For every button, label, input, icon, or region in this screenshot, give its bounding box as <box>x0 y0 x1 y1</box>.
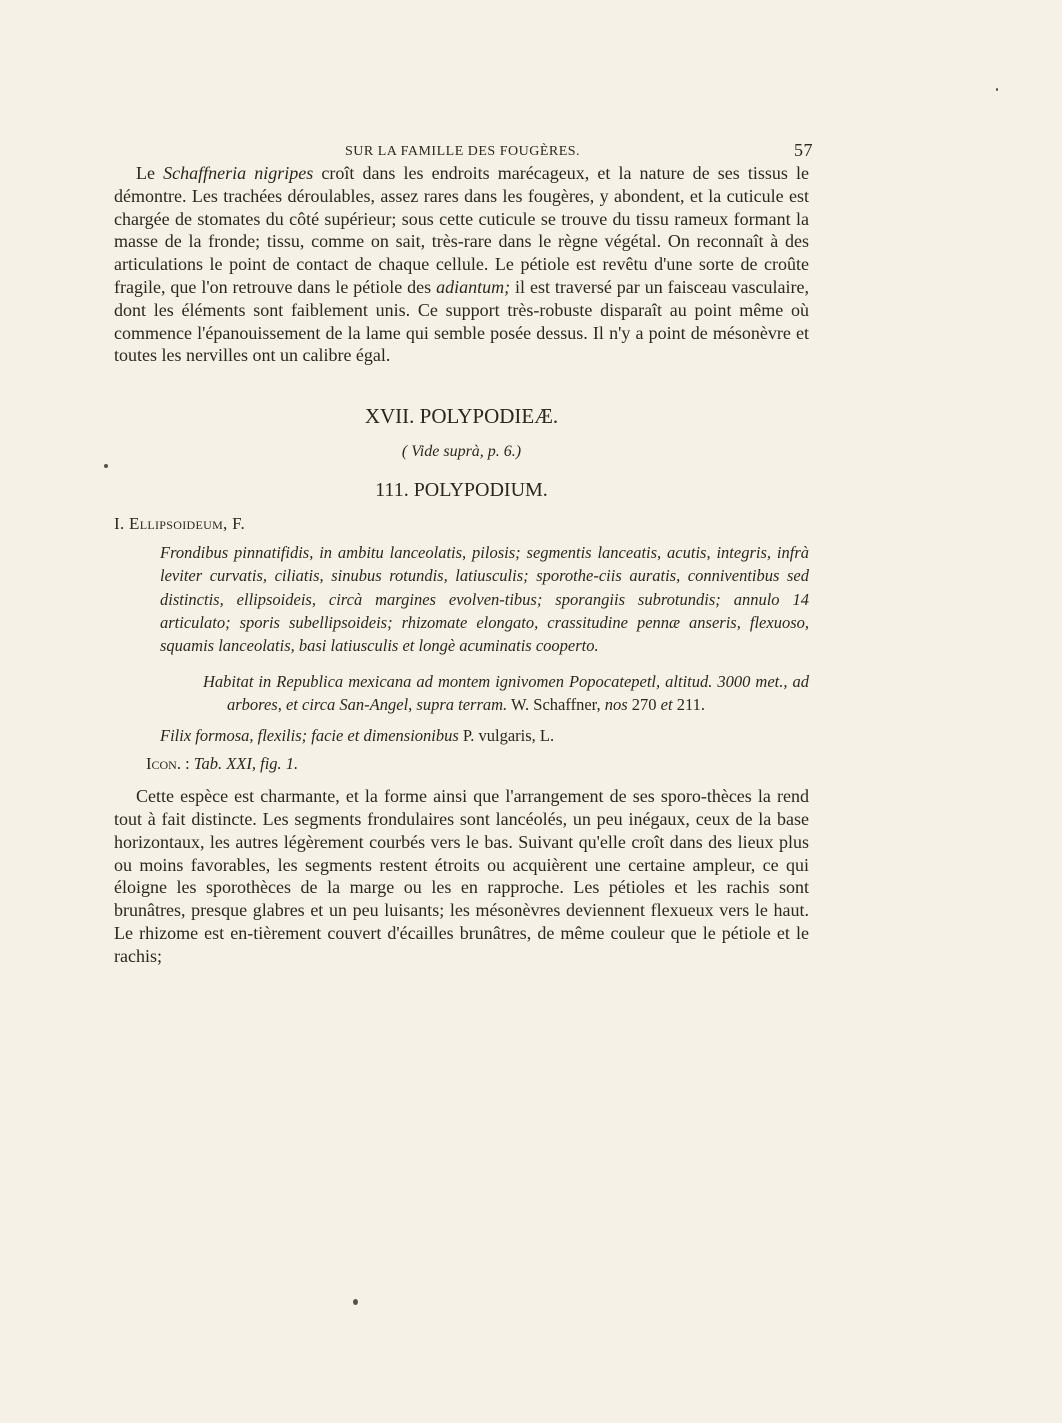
habitat-collector: W. Schaffner, <box>507 695 601 715</box>
remark-italic: Filix formosa, flexilis; facie et dimensionibus <box>160 726 459 746</box>
icon-reference <box>114 754 809 774</box>
cross-reference: ( Vide suprà, p. 6.) <box>401 443 522 461</box>
habitat-number-2: 211. <box>672 695 705 715</box>
remark-line <box>114 724 809 747</box>
intro-paragraph <box>114 162 809 367</box>
page-speck <box>996 88 998 91</box>
intro-text-3: il est traversé par un faisceau vasculaire, dont les éléments sont faiblement unis. Ce support très-robuste disparaît au point même où commence l'épanouissement de la lame qui semble posée dessus. Il n'y a point de mésonèvre et toutes les nervilles ont un calibre égal. <box>114 276 810 366</box>
species-heading: I. Ellipsoideum, F. <box>114 514 246 534</box>
page-speck <box>353 1299 358 1305</box>
page-speck <box>104 464 108 468</box>
icon-label: Icon. : <box>146 754 190 774</box>
habitat-text: Habitat in Republica mexicana ad montem ignivomen Popocatepetl, altitud. 3000 met., ad arbores, et circa San-Angel, supra terram. <box>203 672 809 715</box>
latin-diagnosis: Frondibus pinnatifidis, in ambitu lanceolatis, pilosis; segmentis lanceatis, acutis, integris, infrà leviter curvatis, ciliatis, sinubus rotundis, latiusculis; sporothe-ciis auratis, conniventibus sed distinctis, ellipsoideis, circà margines evolven-tibus; sporangiis subrotundis; annulo 14 articulato; sporis subellipsoideis; rhizomate elongato, crassitudine pennæ anseris, flexuoso, squamis lanceolatis, basi latiusculis et longè acuminatis cooperto. <box>160 543 809 655</box>
habitat-number-1: 270 <box>627 695 657 715</box>
genus-heading: 111. POLYPODIUM. <box>375 479 548 502</box>
running-head <box>114 140 813 162</box>
running-title: SUR LA FAMILLE DES FOUGÈRES. <box>345 144 581 159</box>
intro-text-1: Le <box>136 163 164 183</box>
icon-plate-ref: Tab. XXI, fig. 1. <box>189 754 299 774</box>
intro-text-2: croît dans les endroits marécageux, et la nature de ses tissus le démontre. Les trachées déroulables, assez rares dans les fougères, y abondent, et la cuticule est chargée de stomates du côté supérieur; sous cette cuticule se trouve du tissu rameux formant la masse de la fronde; tissu, comme on sait, très-rare dans le règne végétal. On reconnaît à des articulations le point de contact de chaque cellule. Le pétiole est revêtu d'une sorte de croûte fragile, que l'on retrouve dans le pétiole des <box>114 163 809 297</box>
habitat-et: et <box>656 695 673 715</box>
remark-roman: P. vulgaris, L. <box>458 726 555 746</box>
intro-adiantum: adiantum; <box>436 276 511 297</box>
tribe-heading: XVII. POLYPODIEÆ. <box>364 404 559 429</box>
intro-genus-name: Schaffneria nigripes <box>163 163 314 183</box>
page-number: 57 <box>794 140 813 160</box>
book-page <box>114 140 813 968</box>
habitat-paragraph <box>114 670 809 716</box>
description-paragraph: Cette espèce est charmante, et la forme ainsi que l'arrangement de ses sporo-thèces la rend tout à fait distincte. Les segments frondulaires sont lancéolés, un peu inégaux, ceux de la base horizontaux, les autres légèrement courbés vers le bas. Suivant qu'elle croît dans des lieux plus ou moins favorables, les segments restent étroits ou acquièrent une certaine ampleur, ce qui éloigne les sporothèces de la marge ou les en rapproche. Les pétioles et les rachis sont brunâtres, presque glabres et un peu luisants; les mésonèvres deviennent flexueux vers le haut. Le rhizome est en-tièrement couvert d'écailles brunâtres, de même couleur que le pétiole et le rachis; <box>114 786 809 966</box>
habitat-nos: nos <box>600 695 628 715</box>
